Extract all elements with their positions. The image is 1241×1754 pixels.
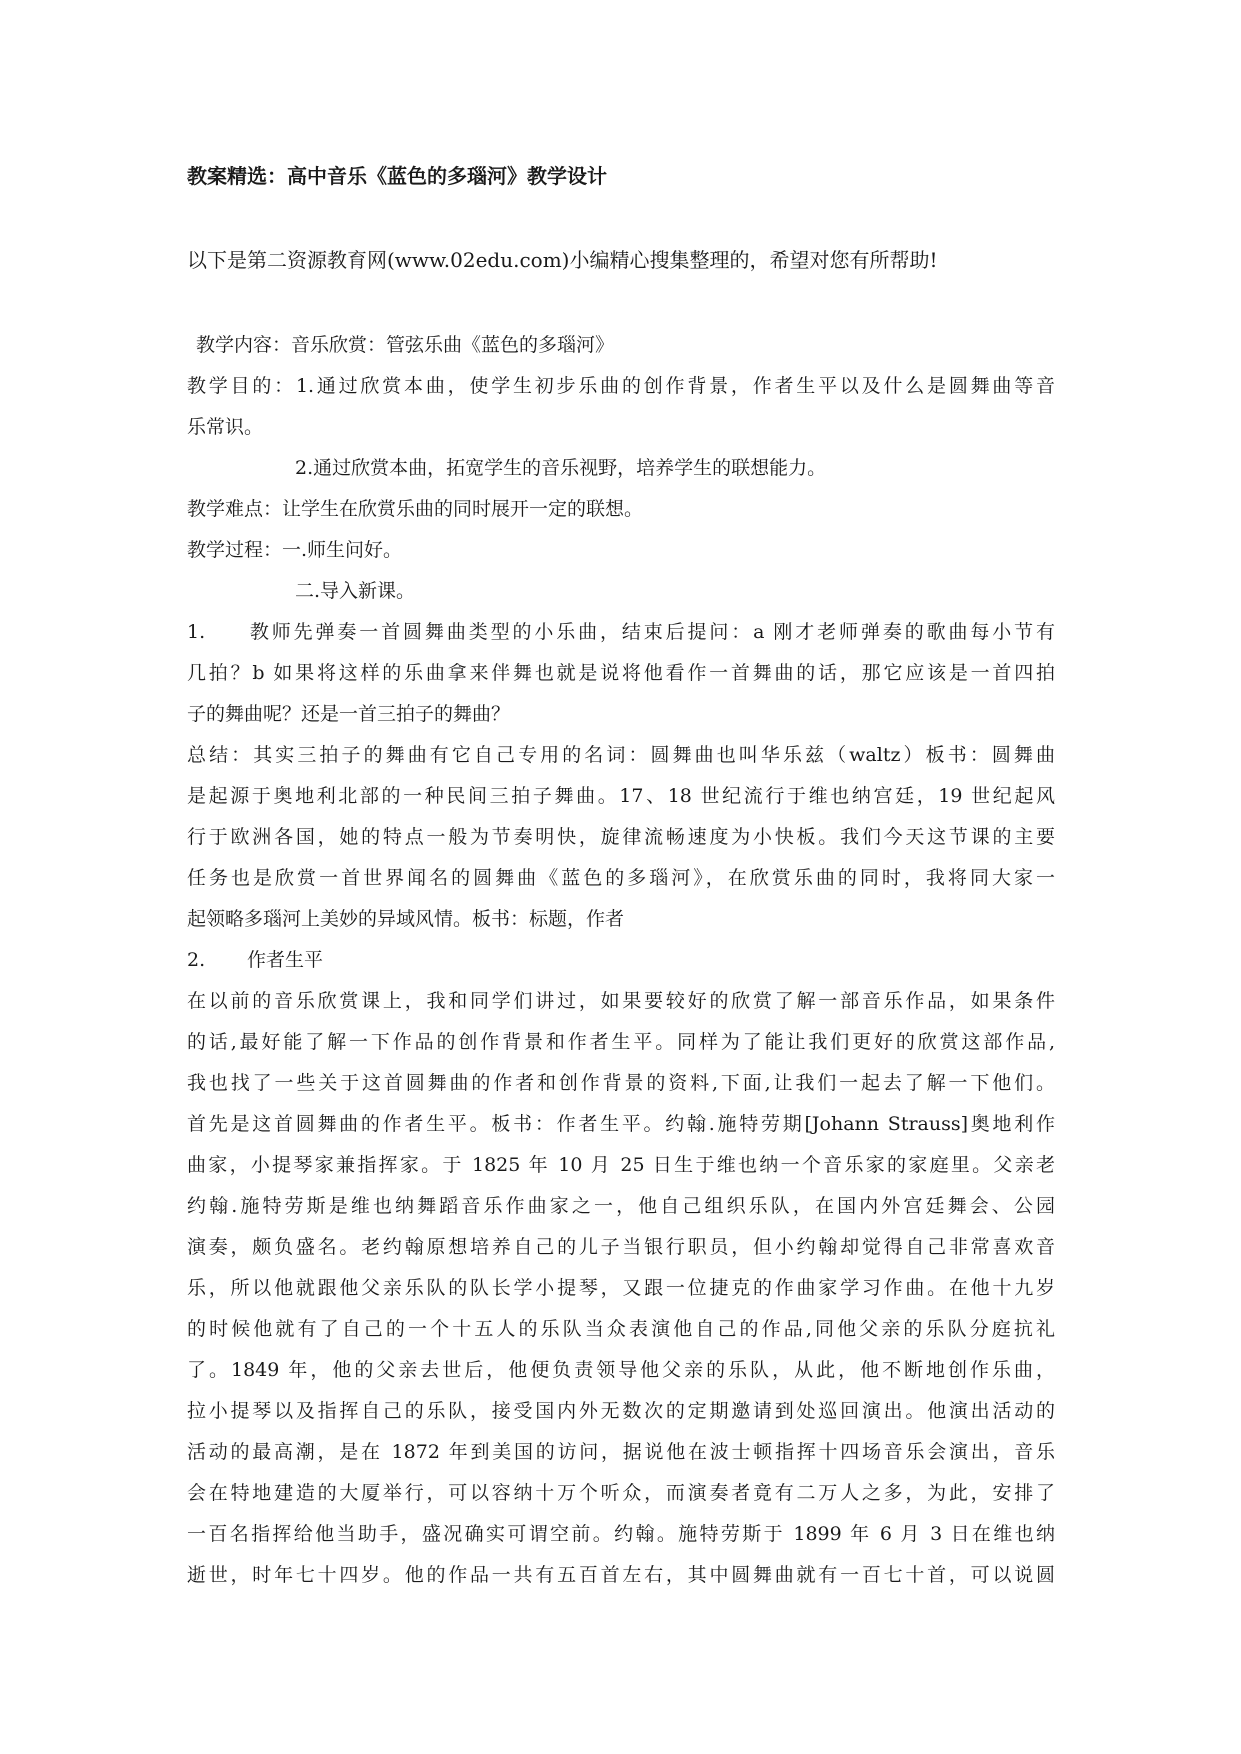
document-body	[187, 325, 1055, 1596]
intro-paragraph: 以下是第二资源教育网(www.02edu.com)小编精心搜集整理的，希望对您有所帮助!	[187, 248, 938, 272]
biography-line: 曲家，小提琴家兼指挥家。于 1825 年 10 月 25 日生于维也纳一个音乐家的家庭里。父亲老	[187, 1154, 1055, 1176]
teaching-process-line: 二.导入新课。	[295, 580, 416, 602]
biography-line: 逝世，时年七十四岁。他的作品一共有五百首左右，其中圆舞曲就有一百七十首，可以说圆	[187, 1564, 1055, 1586]
biography-line: 会在特地建造的大厦举行，可以容纳十万个听众，而演奏者竟有二万人之多，为此，安排了	[187, 1482, 1055, 1504]
summary-line: 是起源于奥地利北部的一种民间三拍子舞曲。17、18 世纪流行于维也纳宫廷，19 世纪起风	[187, 785, 1055, 807]
teaching-process-line: 教学过程：一.师生问好。	[187, 539, 403, 561]
item-2-line	[187, 940, 1055, 981]
biography-line: 演奏，颇负盛名。老约翰原想培养自己的儿子当银行职员，但小约翰却觉得自己非常喜欢音	[187, 1236, 1055, 1258]
item-1-number: 1.	[187, 621, 206, 643]
teaching-difficulty-line: 教学难点：让学生在欣赏乐曲的同时展开一定的联想。	[187, 498, 644, 520]
biography-line: 活动的最高潮，是在 1872 年到美国的访问，据说他在波士顿指挥十四场音乐会演出，音乐	[187, 1441, 1055, 1463]
biography-line: 在以前的音乐欣赏课上，我和同学们讲过，如果要较好的欣赏了解一部音乐作品，如果条件	[187, 990, 1055, 1012]
teaching-goal-2-line: 2.通过欣赏本曲，拓宽学生的音乐视野，培养学生的联想能力。	[295, 457, 827, 479]
biography-line: 了。1849 年，他的父亲去世后，他便负责领导他父亲的乐队，从此，他不断地创作乐曲，	[187, 1359, 1055, 1381]
item-1-line: 几拍？b 如果将这样的乐曲拿来伴舞也就是说将他看作一首舞曲的话，那它应该是一首四拍	[187, 662, 1055, 684]
summary-line: 总结：其实三拍子的舞曲有它自己专用的名词：圆舞曲也叫华乐兹（waltz）板书：圆舞曲	[187, 744, 1055, 766]
item-1-line	[187, 612, 1055, 653]
biography-line: 约翰.施特劳斯是维也纳舞蹈音乐作曲家之一，他自己组织乐队，在国内外宫廷舞会、公园	[187, 1195, 1055, 1217]
item-2-label: 作者生平	[247, 949, 324, 971]
biography-line: 的时候他就有了自己的一个十五人的乐队当众表演他自己的作品,同他父亲的乐队分庭抗礼	[187, 1318, 1055, 1340]
teaching-goal-line: 乐常识。	[187, 416, 264, 438]
item-1-text: 教师先弹奏一首圆舞曲类型的小乐曲，结束后提问：a 刚才老师弹奏的歌曲每小节有	[247, 621, 1055, 643]
item-2-number: 2.	[187, 949, 206, 971]
item-1-line: 子的舞曲呢？还是一首三拍子的舞曲？	[187, 703, 511, 725]
teaching-goal-line: 教学目的：1.通过欣赏本曲，使学生初步乐曲的创作背景，作者生平以及什么是圆舞曲等音	[187, 375, 1055, 397]
biography-line: 拉小提琴以及指挥自己的乐队，接受国内外无数次的定期邀请到处巡回演出。他演出活动的	[187, 1400, 1055, 1422]
biography-line: 的话,最好能了解一下作品的创作背景和作者生平。同样为了能让我们更好的欣赏这部作品,	[187, 1031, 1055, 1053]
teaching-content-line: 教学内容：音乐欣赏：管弦乐曲《蓝色的多瑙河》	[196, 334, 615, 356]
summary-line: 行于欧洲各国，她的特点一般为节奏明快，旋律流畅速度为小快板。我们今天这节课的主要	[187, 826, 1055, 848]
summary-line: 起领略多瑙河上美妙的异域风情。板书：标题，作者	[187, 908, 625, 930]
summary-line: 任务也是欣赏一首世界闻名的圆舞曲《蓝色的多瑙河》，在欣赏乐曲的同时，我将同大家一	[187, 867, 1055, 889]
biography-line: 一百名指挥给他当助手，盛况确实可谓空前。约翰。施特劳斯于 1899 年 6 月 3 日在维也纳	[187, 1523, 1055, 1545]
biography-line: 乐，所以他就跟他父亲乐队的队长学小提琴，又跟一位捷克的作曲家学习作曲。在他十九岁	[187, 1277, 1055, 1299]
document-title: 教案精选：高中音乐《蓝色的多瑙河》教学设计	[187, 164, 607, 188]
biography-line: 首先是这首圆舞曲的作者生平。板书：作者生平。约翰.施特劳期[Johann Strauss]奥地利作	[187, 1113, 1055, 1135]
biography-line: 我也找了一些关于这首圆舞曲的作者和创作背景的资料,下面,让我们一起去了解一下他们。	[187, 1072, 1055, 1094]
